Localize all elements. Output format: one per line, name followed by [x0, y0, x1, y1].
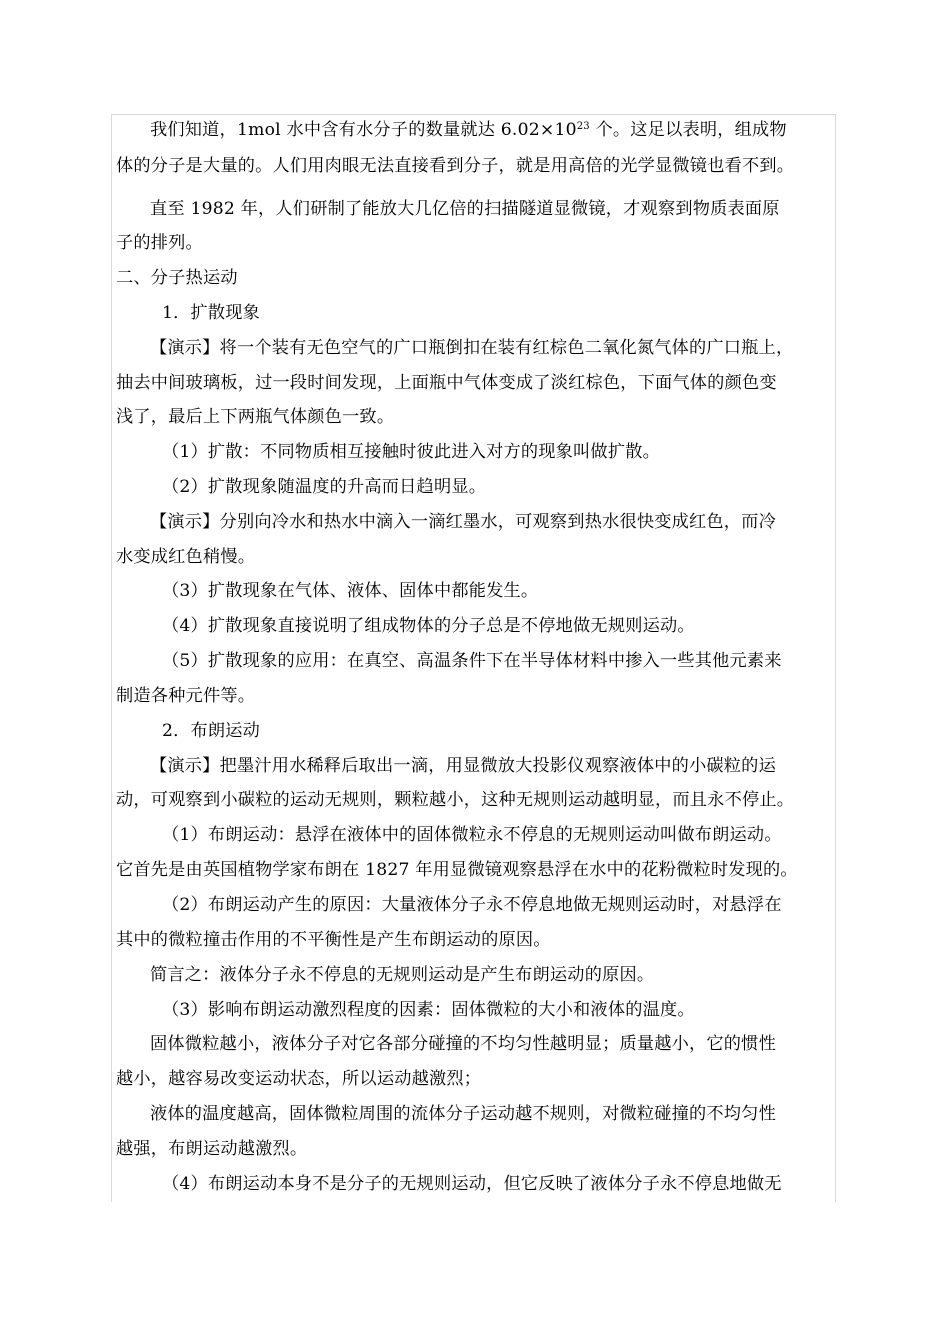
paragraph-line: 浅了，最后上下两瓶气体颜色一致。 — [116, 407, 395, 427]
paragraph-line: 其中的微粒撞击作用的不平衡性是产生布朗运动的原因。 — [116, 930, 551, 950]
paragraph-line: 简言之：液体分子永不停息的无规则运动是产生布朗运动的原因。 — [150, 965, 655, 985]
paragraph-line: 我们知道，1mol 水中含有水分子的数量就达 $6.02\times 10^{23}$ 个。这足以表明，组成物 — [150, 120, 787, 140]
list-item: （3）扩散现象在气体、液体、固体中都能发生。 — [162, 581, 539, 601]
paragraph-line: 直至 1982 年，人们研制了能放大几亿倍的扫描隧道显微镜，才观察到物质表面原 — [150, 199, 780, 219]
list-item: （4）扩散现象直接说明了组成物体的分子总是不停地做无规则运动。 — [162, 616, 695, 636]
paragraph-line: 子的排列。 — [116, 233, 203, 253]
list-item: （4）布朗运动本身不是分子的无规则运动，但它反映了液体分子永不停息地做无 — [162, 1174, 782, 1194]
paragraph-line: 它首先是由英国植物学家布朗在 1827 年用显微镜观察悬浮在水中的花粉微粒时发现的。 — [116, 860, 798, 880]
list-item: （2）扩散现象随温度的升高而日趋明显。 — [162, 477, 487, 497]
list-item: （3）影响布朗运动激烈程度的因素：固体微粒的大小和液体的温度。 — [162, 1000, 695, 1020]
paragraph-line: 抽去中间玻璃板，过一段时间发现，上面瓶中气体变成了淡红棕色，下面气体的颜色变 — [116, 373, 777, 393]
paragraph-line: 水变成红色稍慢。 — [116, 547, 256, 567]
paragraph-line: 液体的温度越高，固体微粒周围的流体分子运动越不规则，对微粒碰撞的不均匀性 — [150, 1104, 776, 1124]
paragraph-line: 越小，越容易改变运动状态，所以运动越激烈； — [116, 1069, 482, 1089]
paragraph-line: 制造各种元件等。 — [116, 686, 256, 706]
list-item: （1）扩散：不同物质相互接触时彼此进入对方的现象叫做扩散。 — [162, 442, 660, 462]
paragraph-line: 固体微粒越小，液体分子对它各部分碰撞的不均匀性越明显；质量越小，它的惯性 — [150, 1034, 776, 1054]
list-item: （5）扩散现象的应用：在真空、高温条件下在半导体材料中掺入一些其他元素来 — [162, 651, 782, 671]
subsection-heading: 2．布朗运动 — [162, 721, 261, 741]
section-heading: 二、分子热运动 — [116, 268, 238, 288]
subsection-heading: 1．扩散现象 — [162, 303, 261, 323]
paragraph-line: 【演示】将一个装有无色空气的广口瓶倒扣在装有红棕色二氧化氮气体的广口瓶上， — [150, 338, 794, 358]
list-item: （2）布朗运动产生的原因：大量液体分子永不停息地做无规则运动时，对悬浮在 — [162, 895, 782, 915]
paragraph-line: 动，可观察到小碳粒的运动无规则，颗粒越小，这种无规则运动越明显，而且永不停止。 — [116, 790, 795, 810]
list-item: （1）布朗运动：悬浮在液体中的固体微粒永不停息的无规则运动叫做布朗运动。 — [162, 825, 782, 845]
paragraph-line: 【演示】分别向冷水和热水中滴入一滴红墨水，可观察到热水很快变成红色，而冷 — [150, 512, 776, 532]
paragraph-line: 体的分子是大量的。人们用肉眼无法直接看到分子，就是用高倍的光学显微镜也看不到。 — [116, 156, 795, 176]
paragraph-line: 【演示】把墨汁用水稀释后取出一滴，用显微放大投影仪观察液体中的小碳粒的运 — [150, 756, 776, 776]
paragraph-line: 越强，布朗运动越激烈。 — [116, 1139, 308, 1159]
